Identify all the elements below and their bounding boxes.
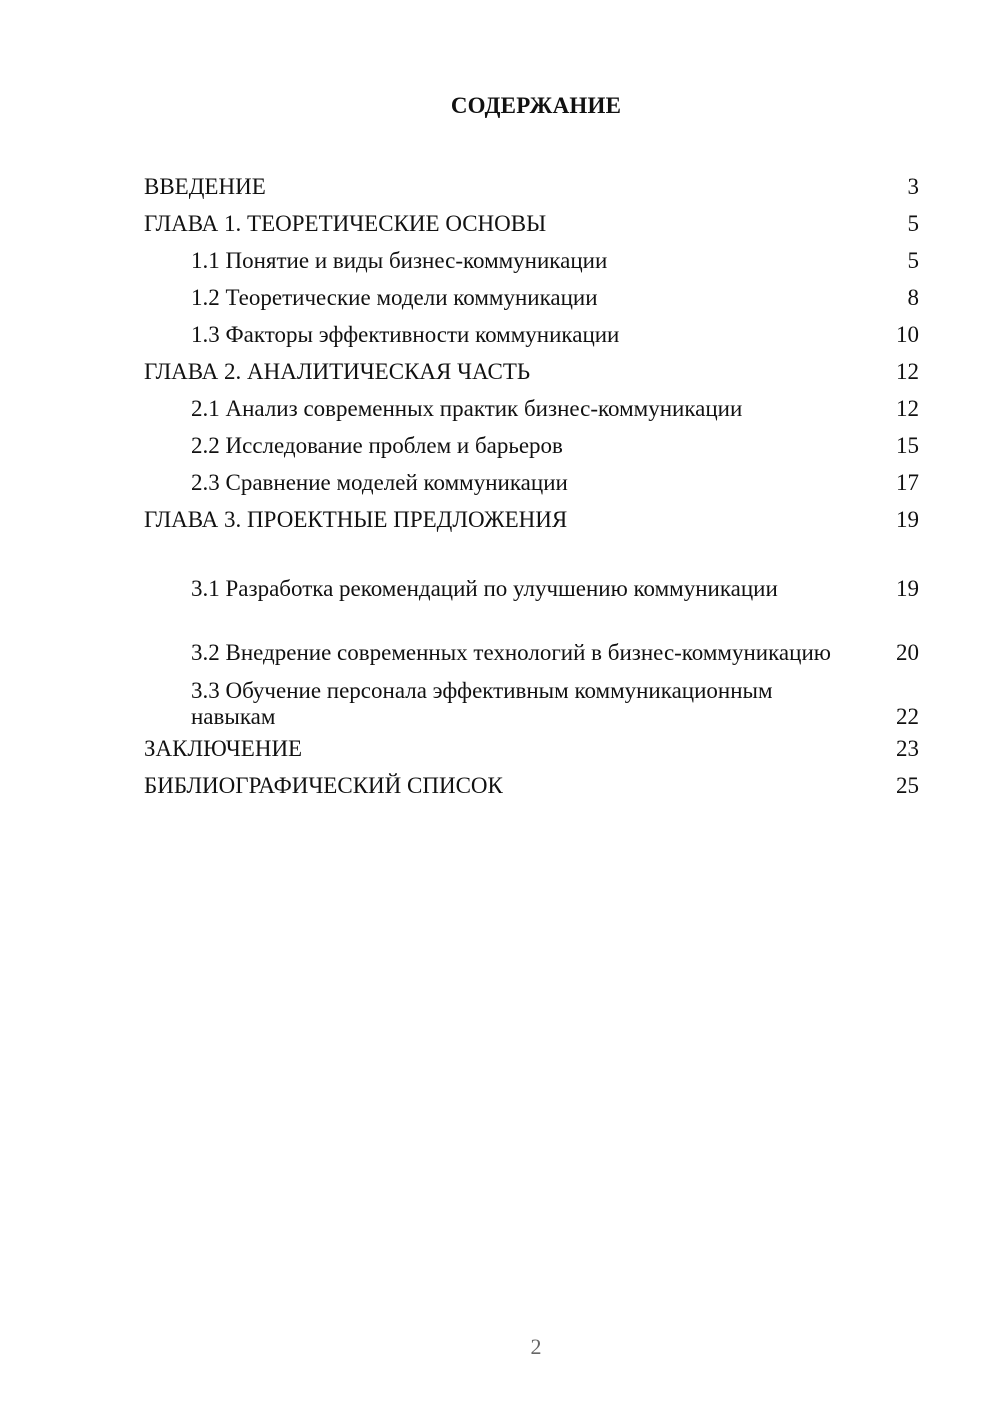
toc-entry-label: ЗАКЛЮЧЕНИЕ [144, 735, 303, 761]
toc-entry-label: 2.2 Исследование проблем и барьеров [191, 432, 563, 458]
toc-entry[interactable] [144, 205, 919, 242]
toc-entry-label: ГЛАВА 2. АНАЛИТИЧЕСКАЯ ЧАСТЬ [144, 358, 531, 384]
page-number: 2 [530, 1334, 542, 1359]
toc-entry-page: 22 [896, 704, 919, 729]
toc-subentry[interactable] [144, 464, 919, 501]
toc-entry[interactable] [144, 353, 919, 390]
toc-entry-page: 3 [907, 173, 919, 199]
toc-entry-page: 12 [896, 395, 919, 421]
toc-subentry[interactable] [144, 390, 919, 427]
toc-entry-label: 2.1 Анализ современных практик бизнес-коммуникации [191, 395, 743, 421]
toc-entry-label: 3.2 Внедрение современных технологий в бизнес-коммуникацию [191, 640, 831, 665]
toc-subentry[interactable] [144, 242, 919, 279]
toc-entry-page: 5 [907, 210, 919, 236]
toc-entry[interactable] [144, 767, 919, 804]
toc-subentry[interactable] [144, 427, 919, 464]
toc-entry-page: 8 [907, 284, 919, 310]
table-of-contents [144, 168, 919, 804]
toc-entry-label: БИБЛИОГРАФИЧЕСКИЙ СПИСОК [144, 772, 503, 798]
toc-entry-page: 17 [896, 469, 919, 495]
toc-entry[interactable] [144, 501, 919, 538]
toc-subentry[interactable] [144, 666, 919, 730]
toc-entry-page: 20 [896, 640, 919, 665]
toc-entry-page: 12 [896, 358, 919, 384]
toc-entry-label: 1.1 Понятие и виды бизнес-коммуникации [191, 247, 608, 273]
toc-entry-page: 5 [907, 247, 919, 273]
toc-entry[interactable] [144, 168, 919, 205]
toc-subentry[interactable] [144, 316, 919, 353]
toc-entry-page: 23 [896, 735, 919, 761]
toc-entry-label: 3.1 Разработка рекомендаций по улучшению коммуникации [191, 576, 778, 601]
toc-subentry[interactable] [144, 279, 919, 316]
toc-entry-label: 2.3 Сравнение моделей коммуникации [191, 469, 568, 495]
toc-entry-page: 19 [896, 506, 919, 532]
toc-entry-label: ВВЕДЕНИЕ [144, 173, 266, 199]
toc-subentry[interactable] [144, 602, 919, 666]
toc-title: СОДЕРЖАНИЕ [450, 93, 622, 118]
toc-entry-label: ГЛАВА 3. ПРОЕКТНЫЕ ПРЕДЛОЖЕНИЯ [144, 506, 568, 532]
toc-entry-page: 15 [896, 432, 919, 458]
toc-entry-page: 10 [896, 321, 919, 347]
toc-entry-label: 1.2 Теоретические модели коммуникации [191, 284, 598, 310]
toc-entry-label: 3.3 Обучение персонала эффективным коммуникационным навыкам [191, 678, 773, 729]
toc-entry-label: ГЛАВА 1. ТЕОРЕТИЧЕСКИЕ ОСНОВЫ [144, 210, 547, 236]
toc-entry-page: 19 [896, 576, 919, 601]
toc-entry-label: 1.3 Факторы эффективности коммуникации [191, 321, 620, 347]
toc-subentry[interactable] [144, 538, 919, 602]
toc-entry-page: 25 [896, 772, 919, 798]
toc-entry[interactable] [144, 730, 919, 767]
